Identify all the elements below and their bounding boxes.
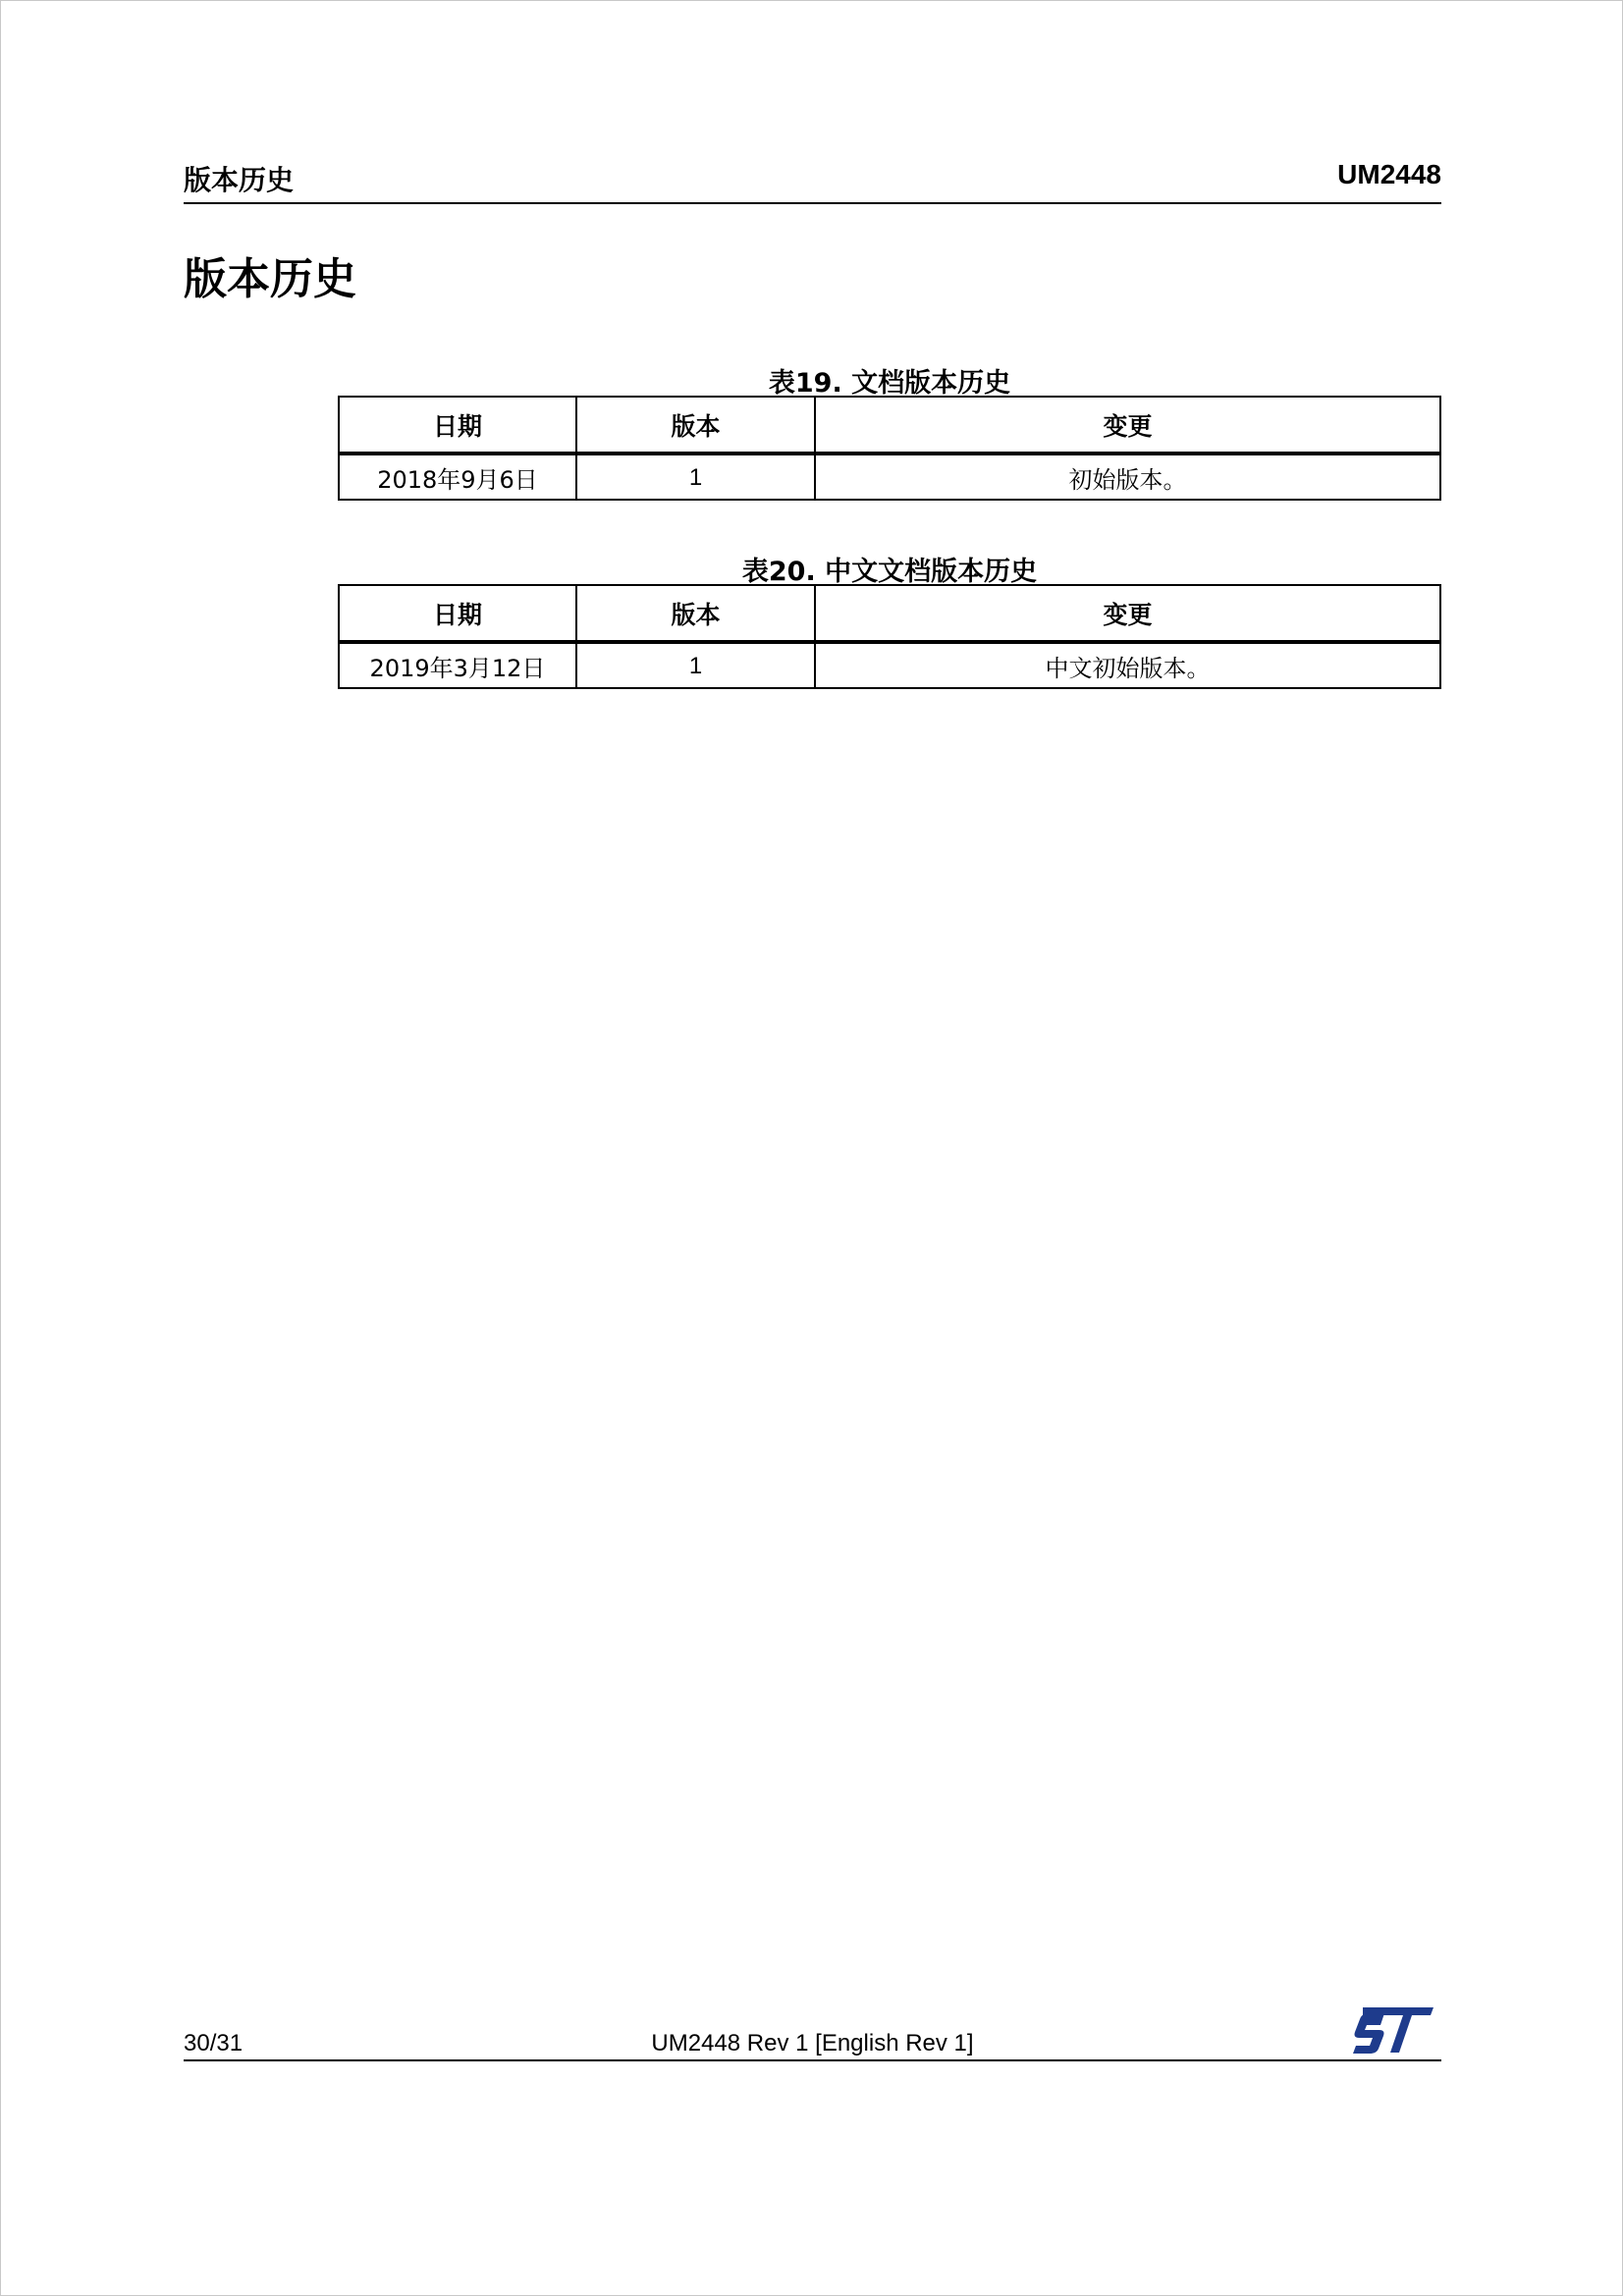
chinese-revision-table <box>338 584 1441 689</box>
st-logo-icon <box>1353 2007 1434 2055</box>
table-header-row <box>339 397 1440 454</box>
document-reference: UM2448 Rev 1 [English Rev 1] <box>651 2030 974 2056</box>
column-header-version: 版本 <box>576 585 815 642</box>
table-row <box>339 642 1440 688</box>
table-row <box>339 454 1440 500</box>
column-header-changes: 变更 <box>815 585 1440 642</box>
cell-version: 1 <box>576 454 815 500</box>
header-doc-id: UM2448 <box>1337 159 1441 189</box>
column-header-date: 日期 <box>339 397 576 454</box>
column-header-version: 版本 <box>576 397 815 454</box>
page-title: 版本历史 <box>184 254 356 304</box>
document-revision-table <box>338 396 1441 501</box>
cell-date: 2018年9月6日 <box>339 454 576 500</box>
cell-version: 1 <box>576 642 815 688</box>
page-number: 30/31 <box>184 2030 243 2056</box>
table-header-row <box>339 585 1440 642</box>
table-19-caption: 表19. 文档版本历史 <box>768 368 1011 399</box>
cell-changes: 初始版本。 <box>815 454 1440 500</box>
column-header-date: 日期 <box>339 585 576 642</box>
header-section-name: 版本历史 <box>184 164 295 196</box>
cell-date: 2019年3月12日 <box>339 642 576 688</box>
cell-changes: 中文初始版本。 <box>815 642 1440 688</box>
column-header-changes: 变更 <box>815 397 1440 454</box>
running-header <box>184 155 1441 204</box>
table-20-caption: 表20. 中文文档版本历史 <box>741 557 1038 587</box>
running-footer <box>184 2022 1441 2061</box>
